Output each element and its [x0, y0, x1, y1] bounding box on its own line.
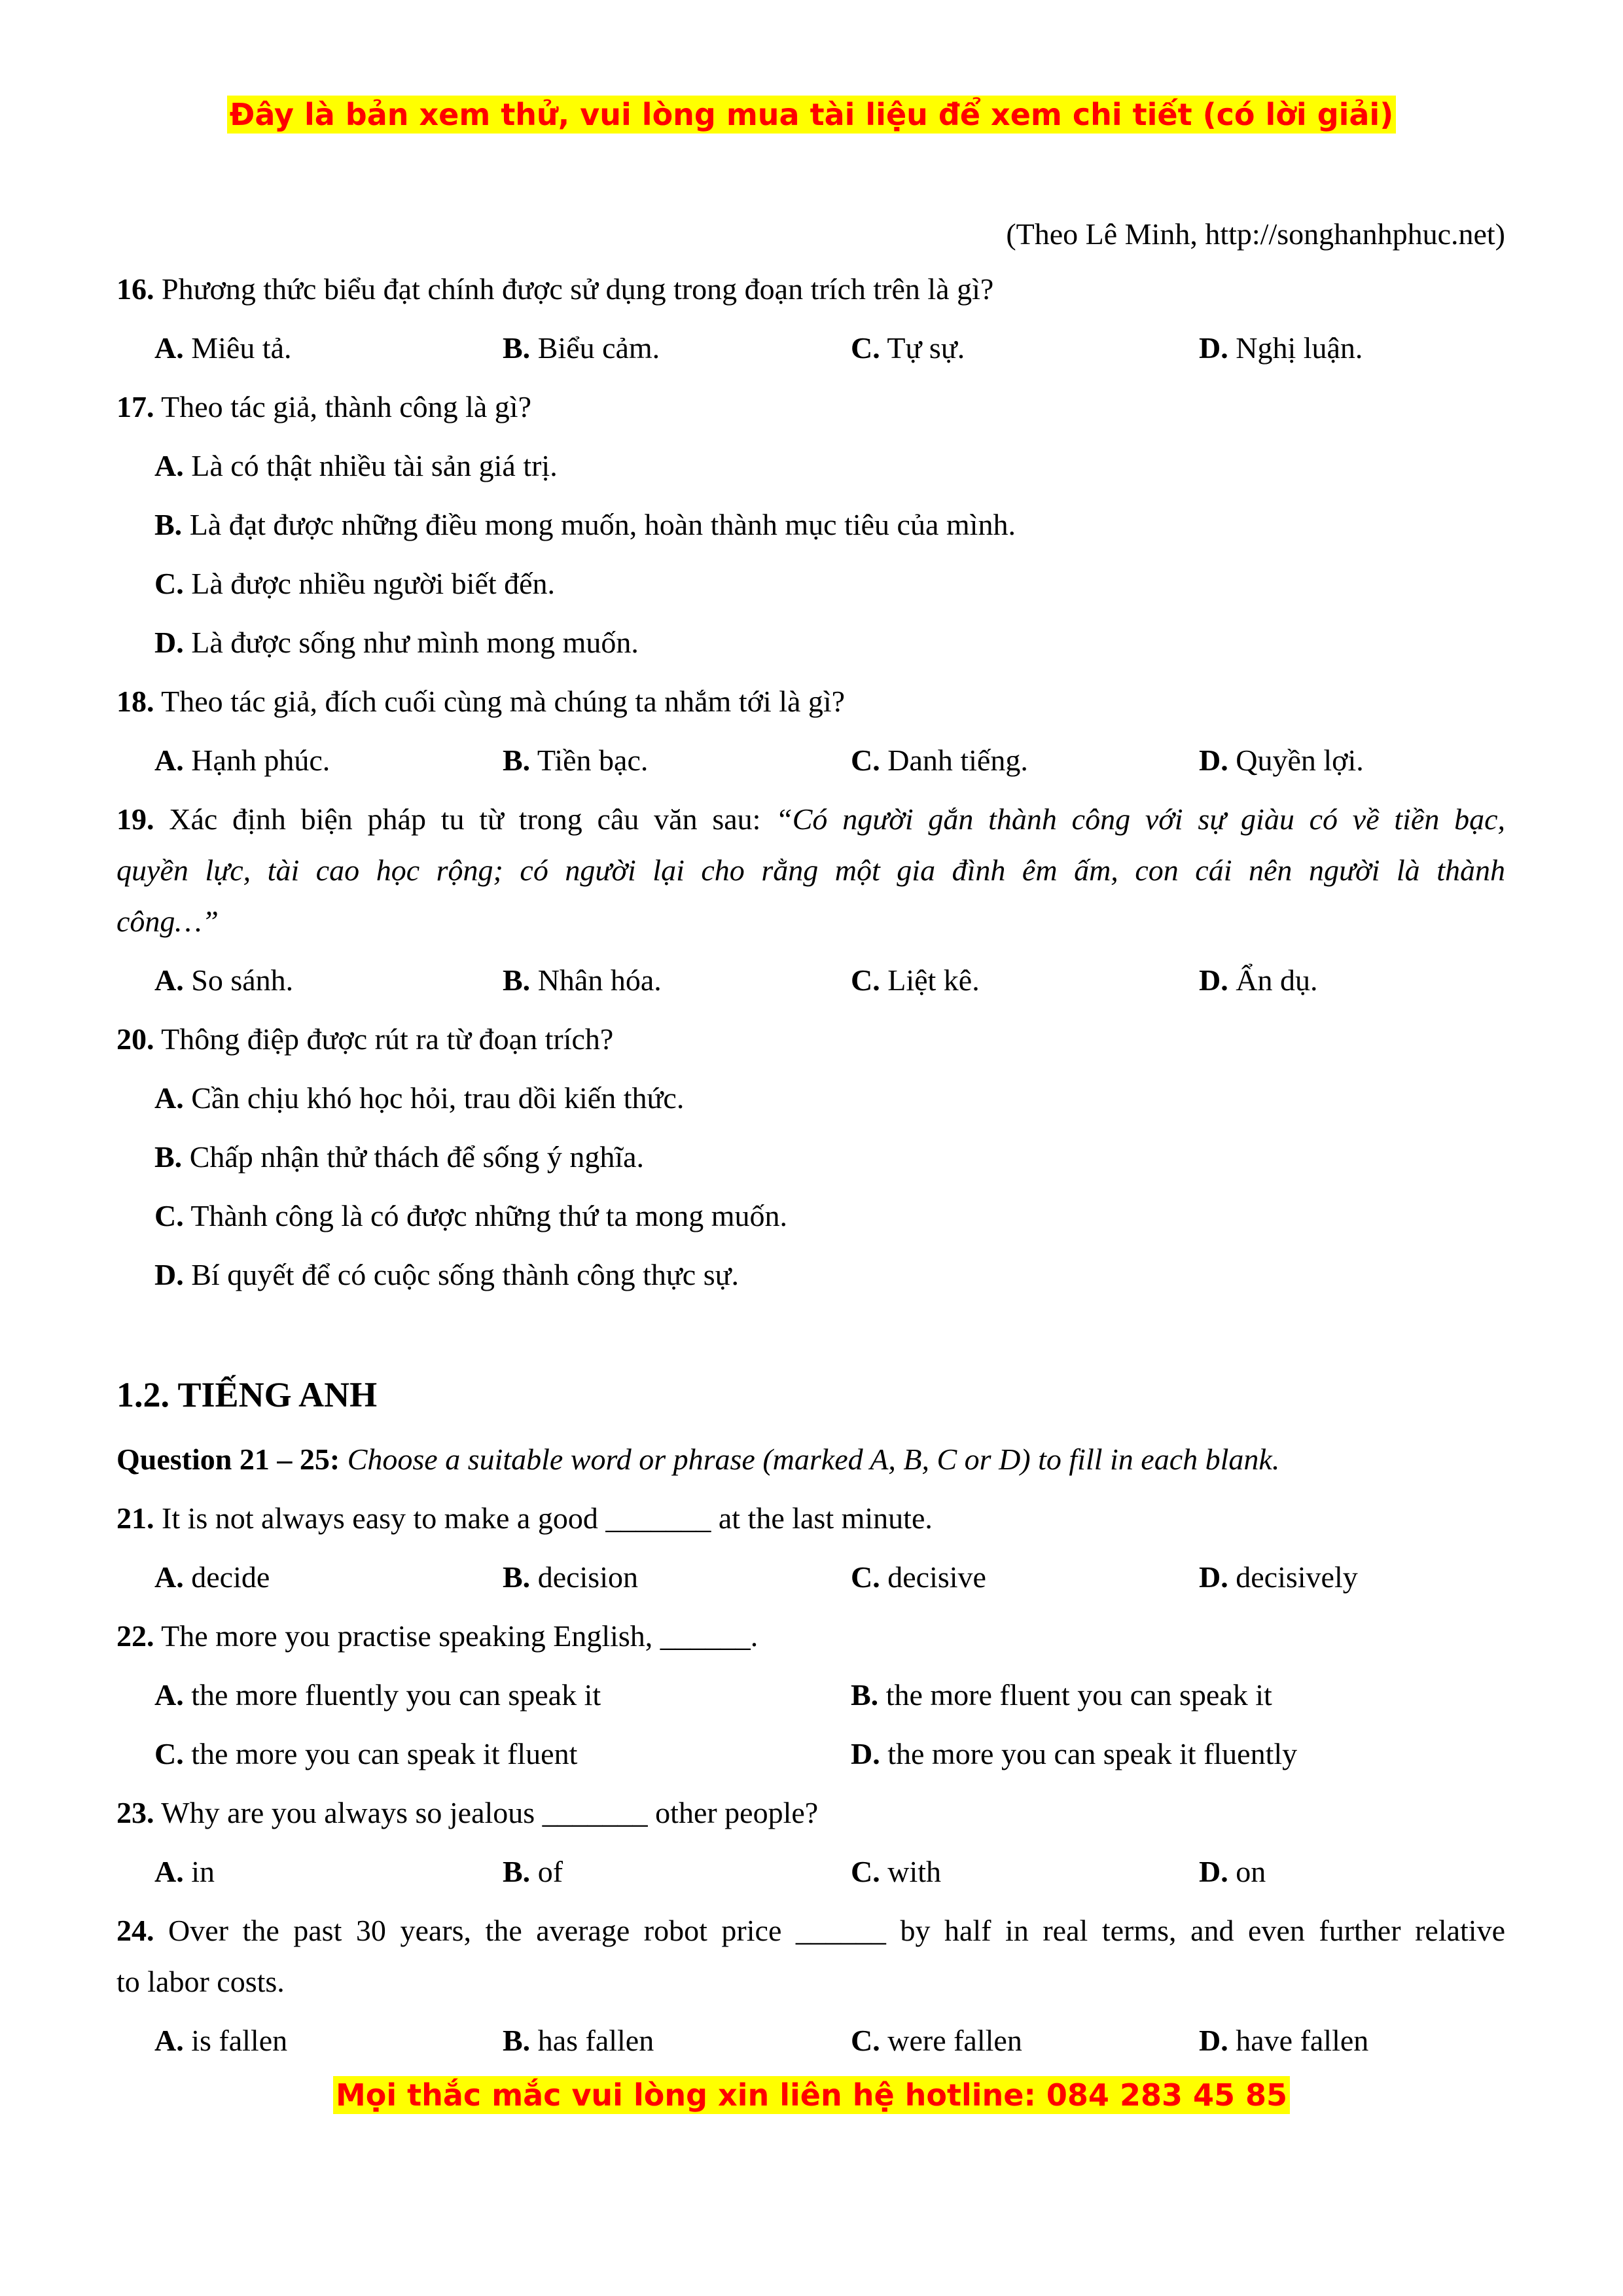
question-22	[116, 1617, 1505, 1656]
q22-option-a: A. the more fluently you can speak it	[154, 1678, 601, 1712]
question-text: Phương thức biểu đạt chính được sử dụng trong đoạn trích trên là gì?	[154, 272, 994, 306]
q20-option-d: D. Bí quyết để có cuộc sống thành công thực sự.	[154, 1258, 740, 1291]
question-number: 20.	[116, 1022, 154, 1056]
q24-option-a: A. is fallen	[154, 2024, 288, 2057]
instruction-label: Question 21 – 25:	[116, 1443, 340, 1476]
q18-option-a: A. Hạnh phúc.	[154, 744, 330, 777]
q18-option-c: C. Danh tiếng.	[851, 744, 1028, 777]
section-title: 1.2. TIẾNG ANH	[116, 1375, 378, 1414]
q20-option-b: B. Chấp nhận thử thách để sống ý nghĩa.	[154, 1140, 645, 1174]
question-16	[116, 270, 1505, 309]
question-text: Why are you always so jealous _______ other people?	[154, 1796, 819, 1829]
q16-option-b: B. Biểu cảm.	[503, 331, 660, 365]
q18-option-b: B. Tiền bạc.	[503, 744, 649, 777]
question-number: 18.	[116, 685, 154, 718]
question-text: Theo tác giả, thành công là gì?	[154, 390, 532, 423]
q16-option-c: C. Tự sự.	[851, 331, 965, 365]
q23-option-a: A. in	[154, 1855, 215, 1888]
q19-option-c: C. Liệt kê.	[851, 963, 980, 997]
question-20	[116, 1020, 1505, 1059]
header-notice-banner	[0, 96, 1623, 134]
question-21	[116, 1499, 1505, 1538]
q24-option-c: C. were fallen	[851, 2024, 1022, 2057]
q23-option-b: B. of	[503, 1855, 563, 1888]
instruction-text: Choose a suitable word or phrase (marked A, B, C or D) to fill in each blank.	[340, 1443, 1280, 1476]
footer-notice: Mọi thắc mắc vui lòng xin liên hệ hotline: 084 283 45 85	[333, 2076, 1290, 2114]
question-text: Thông điệp được rút ra từ đoạn trích?	[154, 1022, 614, 1056]
question-number: 19.	[116, 802, 154, 836]
q21-option-c: C. decisive	[851, 1560, 986, 1594]
q22-option-d: D. the more you can speak it fluently	[851, 1737, 1298, 1770]
question-24-line-2: to labor costs.	[116, 1965, 285, 1998]
q17-option-b: B. Là đạt được những điều mong muốn, hoàn thành mục tiêu của mình.	[154, 508, 1016, 541]
q17-option-d: D. Là được sống như mình mong muốn.	[154, 626, 639, 659]
q21-option-a: A. decide	[154, 1560, 270, 1594]
question-text: Theo tác giả, đích cuối cùng mà chúng ta nhắm tới là gì?	[154, 685, 846, 718]
q17-option-c: C. Là được nhiều người biết đến.	[154, 567, 556, 600]
q24-option-d: D. have fallen	[1199, 2024, 1369, 2057]
question-number: 23.	[116, 1796, 154, 1829]
header-notice: Đây là bản xem thử, vui lòng mua tài liệu để xem chi tiết (có lời giải)	[227, 96, 1396, 134]
source-citation: (Theo Lê Minh, http://songhanhphuc.net)	[1006, 217, 1505, 251]
question-number: 21.	[116, 1501, 154, 1535]
question-number: 17.	[116, 390, 154, 423]
q20-option-c: C. Thành công là có được những thứ ta mong muốn.	[154, 1199, 788, 1232]
question-18	[116, 682, 1505, 721]
quoted-sentence-line-2: quyền lực, tài cao học rộng; có người lại cho rằng một gia đình êm ấm, con cái nên người là thành	[116, 853, 1505, 887]
q18-option-d: D. Quyền lợi.	[1199, 744, 1364, 777]
question-text: Over the past 30 years, the average robot price ______ by half in real terms, and even further relative	[154, 1914, 1505, 1947]
q21-option-d: D. decisively	[1199, 1560, 1358, 1594]
q20-option-a: A. Cần chịu khó học hỏi, trau dồi kiến thức.	[154, 1081, 685, 1115]
q23-option-c: C. with	[851, 1855, 942, 1888]
q16-option-a: A. Miêu tả.	[154, 331, 292, 365]
q19-option-d: D. Ẩn dụ.	[1199, 963, 1318, 997]
question-text: The more you practise speaking English, ______.	[154, 1619, 758, 1653]
footer-notice-banner	[0, 2076, 1623, 2114]
question-23	[116, 1793, 1505, 1833]
q22-option-c: C. the more you can speak it fluent	[154, 1737, 578, 1770]
question-text: It is not always easy to make a good _______ at the last minute.	[154, 1501, 933, 1535]
q19-option-b: B. Nhân hóa.	[503, 963, 662, 997]
quoted-sentence: “Có người gắn thành công với sự giàu có về tiền bạc,	[776, 802, 1505, 836]
q23-option-d: D. on	[1199, 1855, 1266, 1888]
quoted-sentence-line-3: công…”	[116, 905, 219, 938]
question-17	[116, 387, 1505, 427]
question-19	[116, 800, 1505, 839]
q19-option-a: A. So sánh.	[154, 963, 294, 997]
q21-option-b: B. decision	[503, 1560, 638, 1594]
question-number: 24.	[116, 1914, 154, 1947]
question-number: 22.	[116, 1619, 154, 1653]
question-text: Xác định biện pháp tu từ trong câu văn sau:	[154, 802, 776, 836]
q16-option-d: D. Nghị luận.	[1199, 331, 1363, 365]
instruction	[116, 1440, 1505, 1479]
q22-option-b: B. the more fluent you can speak it	[851, 1678, 1272, 1712]
question-24	[116, 1911, 1505, 1950]
question-number: 16.	[116, 272, 154, 306]
q17-option-a: A. Là có thật nhiều tài sản giá trị.	[154, 449, 558, 482]
q24-option-b: B. has fallen	[503, 2024, 654, 2057]
